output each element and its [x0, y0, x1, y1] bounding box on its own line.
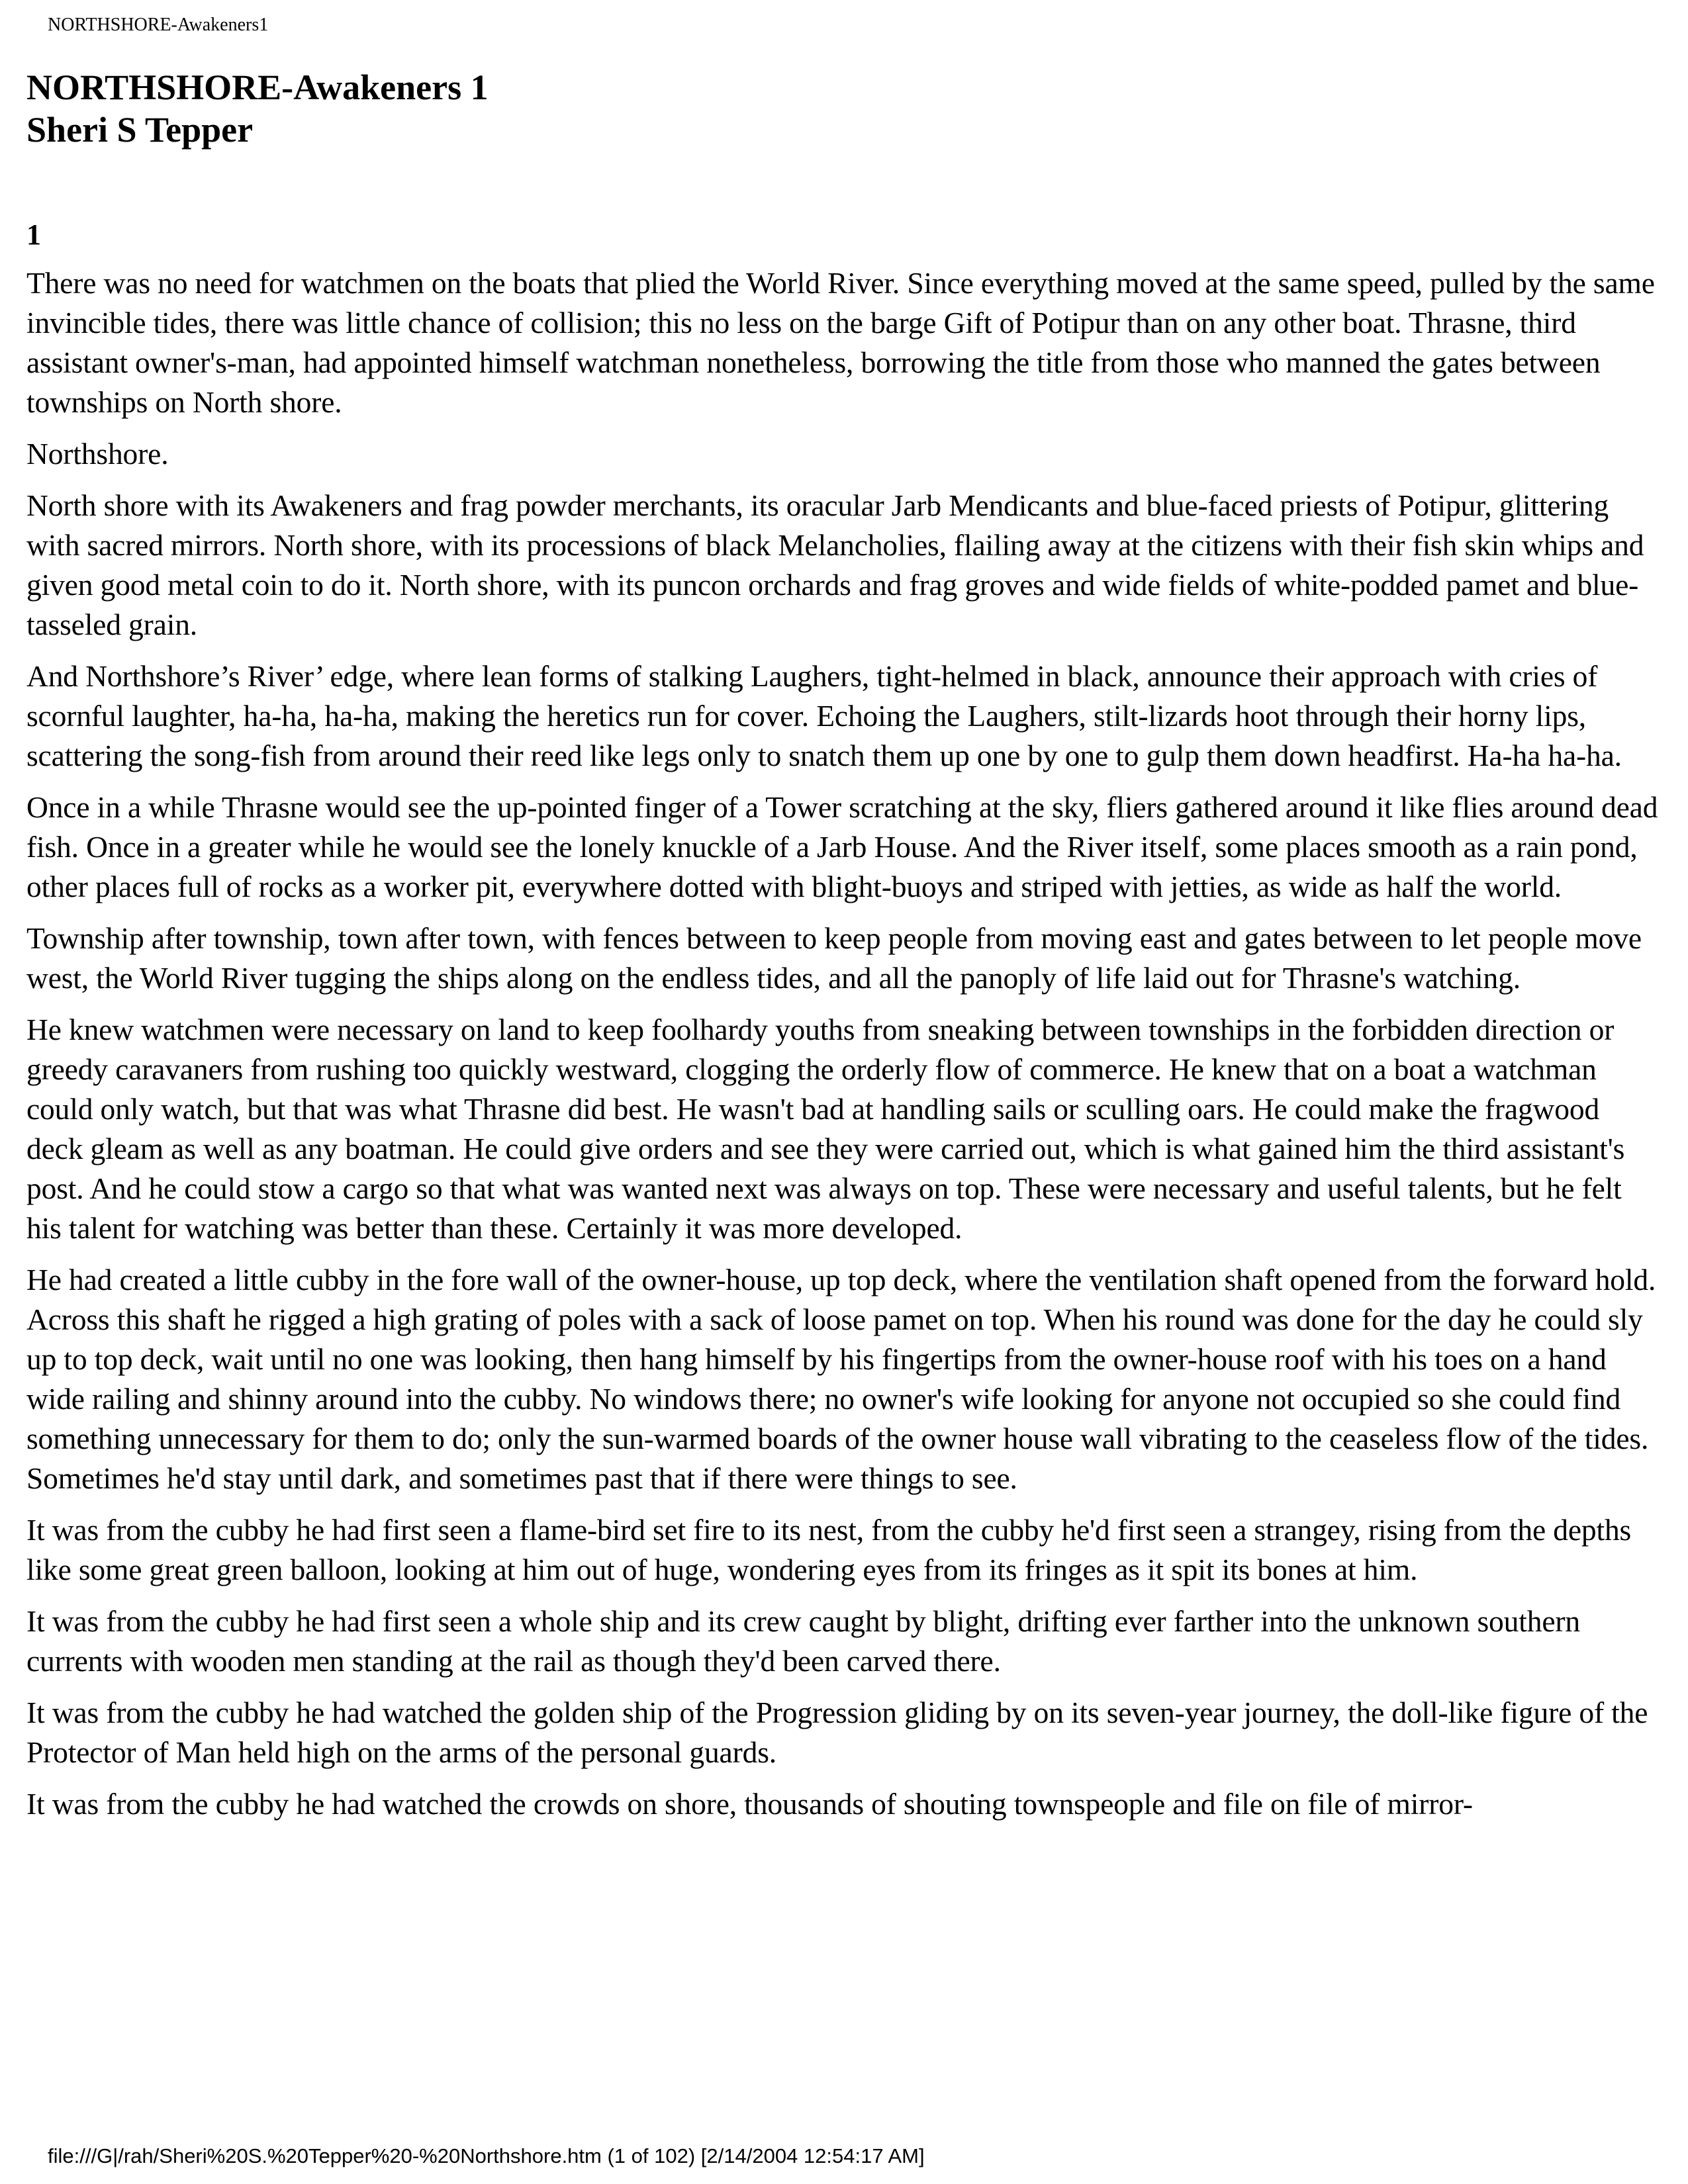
book-title-block: [26, 66, 489, 151]
paragraph: It was from the cubby he had first seen a flame-bird set fire to its nest, from the cubby he'd first seen a strangey, rising from the depths like some great green balloon, looking at him out of huge, wondering eyes from its fringes as it spit its bones at him.: [26, 1513, 1632, 1586]
book-author: Sheri S Tepper: [26, 110, 254, 150]
body-text: [26, 263, 1662, 1836]
paragraph: Northshore.: [26, 437, 169, 471]
paragraph: It was from the cubby he had watched the crowds on shore, thousands of shouting townspeople and file on file of mirror-: [26, 1787, 1473, 1821]
paragraph: He had created a little cubby in the fore wall of the owner-house, up top deck, where the ventilation shaft opened from the forward hold. Across this shaft he rigged a high grating of poles with a sack of loose pamet on top. When his round was done for the day he could sly up to top deck, wait until no one was looking, then hang himself by his fingertips from the owner-house roof with his toes on a hand wide railing and shinny around into the cubby. No windows there; no owner's wife looking for anyone not occupied so she could find something unnecessary for them to do; only the sun-warmed boards of the owner house wall vibrating to the ceaseless flow of the tides. Sometimes he'd stay until dark, and sometimes past that if there were things to see.: [26, 1263, 1656, 1495]
paragraph: There was no need for watchmen on the boats that plied the World River. Since everything moved at the same speed, pulled by the same invincible tides, there was little chance of collision; this no less on the barge Gift of Potipur than on any other boat. Thrasne, third assistant owner's-man, had appointed himself watchman nonetheless, borrowing the title from those who manned the gates between townships on North shore.: [26, 266, 1655, 419]
page-footer-path: file:///G|/rah/Sheri%20S.%20Tepper%20-%20Northshore.htm (1 of 102) [2/14/2004 12:54:17 AM]: [48, 2144, 925, 2167]
paragraph: It was from the cubby he had first seen a whole ship and its crew caught by blight, drifting ever farther into the unknown southern currents with wooden men standing at the rail as though they'd been carved there.: [26, 1604, 1580, 1678]
paragraph: And Northshore’s River’ edge, where lean forms of stalking Laughers, tight-helmed in black, announce their approach with cries of scornful laughter, ha-ha, ha-ha, making the heretics run for cover. Echoing the Laughers, stilt-lizards hoot through their horny lips, scattering the song-fish from around their reed like legs only to snatch them up one by one to gulp them down headfirst. Ha-ha ha-ha.: [26, 659, 1622, 772]
chapter-number: 1: [26, 218, 41, 251]
book-title: NORTHSHORE-Awakeners 1: [26, 68, 489, 107]
paragraph: Once in a while Thrasne would see the up-pointed finger of a Tower scratching at the sky, fliers gathered around it like flies around dead fish. Once in a greater while he would see the lonely knuckle of a Jarb House. And the River itself, some places smooth as a rain pond, other places full of rocks as a worker pit, everywhere dotted with blight-buoys and striped with jetties, as wide as half the world.: [26, 790, 1658, 903]
running-header: NORTHSHORE-Awakeners1: [48, 15, 269, 35]
paragraph: Township after township, town after town, with fences between to keep people from moving east and gates between to let people move west, the World River tugging the ships along on the endless tides, and all the panoply of life laid out for Thrasne's watching.: [26, 921, 1642, 995]
paragraph: North shore with its Awakeners and frag powder merchants, its oracular Jarb Mendicants and blue-faced priests of Potipur, glittering with sacred mirrors. North shore, with its processions of black Melancholies, flailing away at the citizens with their fish skin whips and given good metal coin to do it. North shore, with its puncon orchards and frag groves and wide fields of white-podded pamet and blue-tasseled grain.: [26, 488, 1644, 641]
paragraph: He knew watchmen were necessary on land to keep foolhardy youths from sneaking between townships in the forbidden direction or greedy caravaners from rushing too quickly westward, clogging the orderly flow of commerce. He knew that on a boat a watchman could only watch, but that was what Thrasne did best. He wasn't bad at handling sails or sculling oars. He could make the fragwood deck gleam as well as any boatman. He could give orders and see they were carried out, which is what gained him the third assistant's post. And he could stow a cargo so that what was wanted next was always on top. These were necessary and useful talents, but he felt his talent for watching was better than these. Certainly it was more developed.: [26, 1013, 1625, 1245]
paragraph: It was from the cubby he had watched the golden ship of the Progression gliding by on its seven-year journey, the doll-like figure of the Protector of Man held high on the arms of the personal guards.: [26, 1696, 1648, 1769]
